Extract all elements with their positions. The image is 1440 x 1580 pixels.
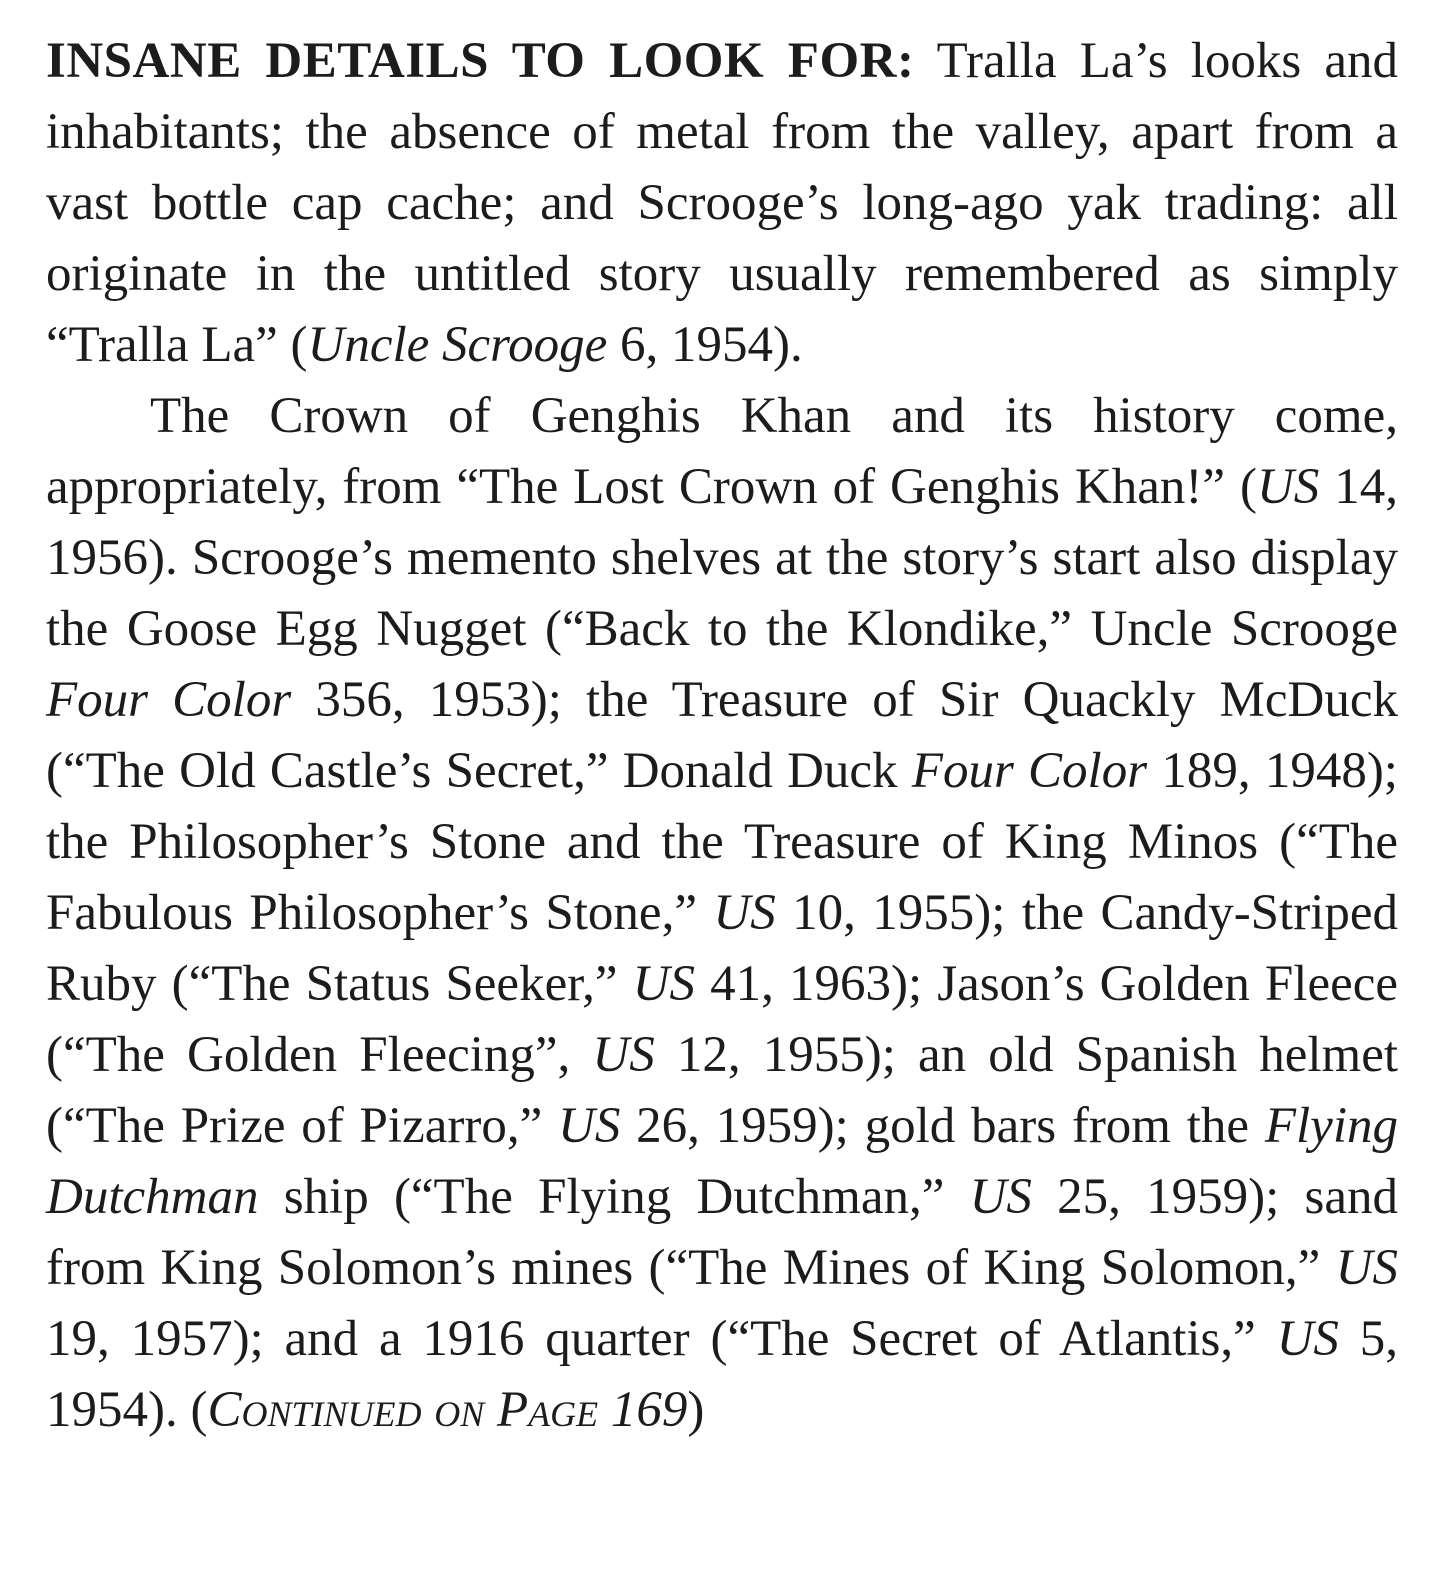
text-run: 14, 1956). Scrooge’s memento shelves at the story’s start also display the Goose Egg Nugget (“Back to the Klondike,” Uncle Scrooge	[46, 459, 1399, 657]
text-run: )	[687, 1382, 705, 1438]
italic-title: US	[969, 1169, 1032, 1225]
text-run: 5, 1954). (	[46, 1311, 1398, 1438]
section-lead-heading: INSANE DETAILS TO LOOK FOR:	[46, 33, 915, 89]
italic-title: Uncle Scrooge	[307, 317, 608, 373]
italic-title: US	[632, 956, 695, 1012]
text-run: The Crown of Genghis Khan and its history come, appropriately, from “The Lost Crown of Genghis Khan!” (	[46, 388, 1398, 515]
text-run: Tralla La’s looks and inhabitants; the absence of metal from the valley, apart from a vast bottle cap cache; and Scrooge’s long-ago yak trading: all originate in the untitled story usually remembered as simply “Tralla La” (	[46, 33, 1398, 373]
text-run: 26, 1959); gold bars from the	[620, 1098, 1265, 1154]
italic-title: US	[1335, 1240, 1398, 1296]
italic-title: Four Color	[911, 743, 1148, 799]
text-run: 12, 1955); an old Spanish helmet (“The Prize of Pizarro,”	[46, 1027, 1399, 1154]
text-run: 189, 1948); the Philosopher’s Stone and the Treasure of King Minos (“The Fabulous Philosopher’s Stone,”	[46, 743, 1398, 941]
text-run: 19, 1957); and a 1916 quarter (“The Secret of Atlantis,”	[46, 1311, 1277, 1367]
article-body	[46, 26, 1398, 1446]
italic-title: US	[592, 1027, 655, 1083]
paragraph-2	[46, 381, 1398, 1446]
text-run: 356, 1953); the Treasure of Sir Quackly McDuck (“The Old Castle’s Secret,” Donald Duck	[46, 672, 1398, 799]
italic-title: US	[558, 1098, 621, 1154]
text-run: ship (“The Flying Dutchman,”	[258, 1169, 970, 1225]
text-run: 6, 1954).	[607, 317, 803, 373]
italic-title: US	[1276, 1311, 1339, 1367]
italic-title: Flying Dutchman	[46, 1098, 1398, 1225]
italic-title: US	[1256, 459, 1320, 515]
italic-title: US	[713, 885, 776, 941]
paragraph-1	[46, 26, 1398, 381]
text-run: 10, 1955); the Candy-Striped Ruby (“The Status Seeker,”	[46, 885, 1399, 1012]
italic-title: Four Color	[46, 672, 292, 728]
continued-on-page-note: Continued on Page 169	[207, 1382, 688, 1438]
text-run: 41, 1963); Jason’s Golden Fleece (“The Golden Fleecing”,	[46, 956, 1399, 1083]
text-run: 25, 1959); sand from King Solomon’s mines (“The Mines of King Solomon,”	[46, 1169, 1398, 1296]
